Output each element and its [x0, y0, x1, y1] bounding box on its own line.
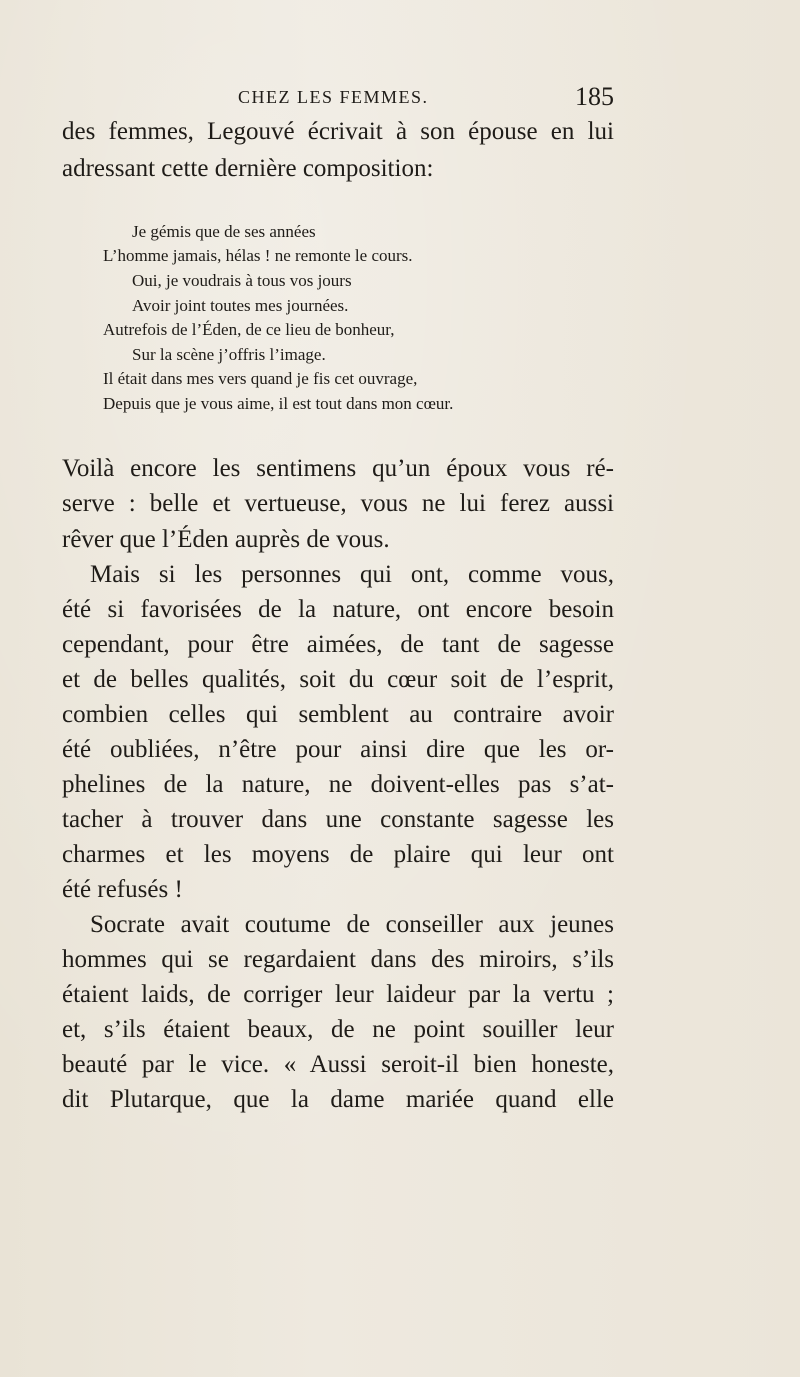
body-line: Mais si les personnes qui ont, comme vous, [90, 561, 614, 588]
poem-line: Oui, je voudrais à tous vos jours [132, 271, 352, 290]
intro-line: des femmes, Legouvé écrivait à son épouse en lui [62, 118, 614, 145]
poem-line: Je gémis que de ses années [132, 222, 316, 241]
body-line: et de belles qualités, soit du cœur soit de l’esprit, [62, 666, 614, 693]
poem-line: L’homme jamais, hélas ! ne remonte le cours. [103, 246, 413, 265]
poem-line: Avoir joint toutes mes journées. [132, 296, 349, 315]
body-line: Voilà encore les sentimens qu’un époux vous ré- [62, 455, 614, 482]
running-head: CHEZ LES FEMMES. [238, 87, 429, 107]
body-line: phelines de la nature, ne doivent-elles pas s’at- [62, 771, 614, 798]
body-line: été si favorisées de la nature, ont encore besoin [62, 596, 614, 623]
body-line: été refusés ! [62, 876, 183, 903]
body-line: hommes qui se regardaient dans des miroirs, s’ils [62, 946, 614, 973]
intro-line: adressant cette dernière composition: [62, 155, 434, 182]
poem-line: Depuis que je vous aime, il est tout dans mon cœur. [103, 394, 454, 413]
body-line: serve : belle et vertueuse, vous ne lui ferez aussi [62, 490, 614, 517]
body-line: et, s’ils étaient beaux, de ne point souiller leur [62, 1016, 614, 1043]
body-line: combien celles qui semblent au contraire avoir [62, 701, 614, 728]
body-line: rêver que l’Éden auprès de vous. [62, 526, 390, 553]
poem-line: Autrefois de l’Éden, de ce lieu de bonheur, [103, 320, 395, 339]
body-line: Socrate avait coutume de conseiller aux jeunes [90, 911, 614, 938]
body-line: cependant, pour être aimées, de tant de sagesse [62, 631, 614, 658]
poem-line: Il était dans mes vers quand je fis cet ouvrage, [103, 369, 418, 388]
body-line: été oubliées, n’être pour ainsi dire que les or- [62, 736, 614, 763]
body-line: étaient laids, de corriger leur laideur par la vertu ; [62, 981, 614, 1008]
body-line: tacher à trouver dans une constante sagesse les [62, 806, 614, 833]
body-line: dit Plutarque, que la dame mariée quand elle [62, 1086, 614, 1113]
body-line: beauté par le vice. « Aussi seroit-il bien honeste, [62, 1051, 614, 1078]
poem-line: Sur la scène j’offris l’image. [132, 345, 326, 364]
page-header [62, 82, 614, 118]
body-line: charmes et les moyens de plaire qui leur ont [62, 841, 614, 868]
page-number: 185 [575, 82, 614, 111]
